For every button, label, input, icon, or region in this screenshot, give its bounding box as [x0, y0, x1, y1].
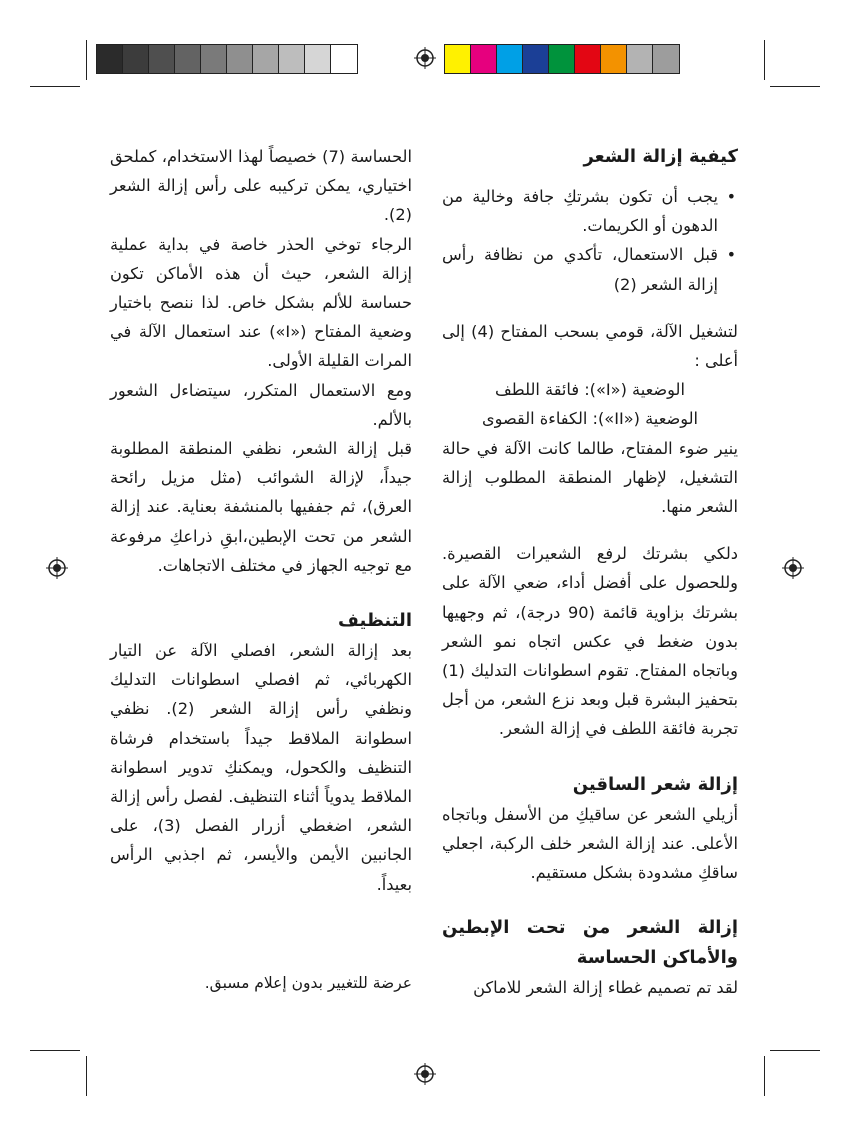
crop-mark-bottom-right: [770, 1050, 820, 1051]
color-swatch: [445, 45, 471, 73]
underarm-prep-paragraph: قبل إزالة الشعر، نظفي المنطقة المطلوبة جيداً، لإزالة الشوائب (مثل مزيل رائحة العرق)، ثم جففيها بالمنشفة بعناية. عند إزالة الشعر من تحت الإبطين،ابقِ ذراعكِ مرفوعة مع توجيه الجهاز في مختلف الاتجاهات.: [110, 439, 412, 575]
switch-light-paragraph: ينير ضوء المفتاح، طالما كانت الآلة في حالة التشغيل، لإظهار المنطقة المطلوب إزالة الشعر منها.: [442, 438, 738, 517]
right-column: [442, 142, 738, 1002]
section-title-underarm: إزالة الشعر من تحت الإبطين والأماكن الحساسة: [442, 917, 738, 969]
registration-mark-right-icon: [782, 557, 804, 579]
underarm-paragraph: لقد تم تصميم غطاء إزالة الشعر للاماكن: [473, 978, 738, 998]
registration-mark-top-icon: [414, 47, 436, 69]
color-swatch: [627, 45, 653, 73]
crop-mark-bottom-left-v: [86, 1056, 87, 1096]
color-swatch: [201, 45, 227, 73]
precaution-list: [442, 182, 738, 299]
section-title-cleaning: التنظيف: [338, 610, 412, 632]
caution-paragraph: الرجاء توخي الحذر خاصة في بداية عملية إزالة الشعر، حيث أن هذه الأماكن تكون حساسة للألم بشكل خاص. لذا ننصح باختيار وضعية المفتاح («I») عند استعمال الآلة في المرات القليلة الأولى.: [110, 234, 412, 371]
operate-paragraph: لتشغيل الآلة، قومي بسحب المفتاح (4) إلى أعلى :: [442, 321, 738, 371]
color-swatch: [97, 45, 123, 73]
color-swatch: [175, 45, 201, 73]
crop-mark-top-right: [770, 86, 820, 87]
cleaning-paragraph: بعد إزالة الشعر، افصلي الآلة عن التيار الكهربائي، ثم افصلي اسطوانات التدليك ونظفي رأس إزالة الشعر (2). نظفي اسطوانة الملاقط جيداً باستخدام فرشاة التنظيف والكحول، ويمكنكِ تدوير اسطوانة الملاقط يدوياً أثناء التنظيف. لفصل رأس إزالة الشعر، اضغطي أزرار الفصل (3)، على الجانبين الأيمن والأيسر، ثم اجذبي الرأس بعيداً.: [110, 641, 412, 894]
color-swatch: [653, 45, 679, 73]
sensitive-cap-paragraph: الحساسة (7) خصيصاً لهذا الاستخدام، كملحق اختياري، يمكن تركيبه على رأس إزالة الشعر (2).: [110, 147, 412, 225]
color-swatch: [331, 45, 357, 73]
crop-mark-bottom-right-v: [764, 1056, 765, 1096]
legs-paragraph: أزيلي الشعر عن ساقيكِ من الأسفل وباتجاه الأعلى. عند إزالة الشعر خلف الركبة، اجعلي ساقكِ مشدودة بشكل مستقيم.: [442, 804, 738, 883]
color-swatch: [279, 45, 305, 73]
list-item: • يجب أن تكون بشرتكِ جافة وخالية من الدهون أو الكريمات.: [442, 182, 738, 240]
section-title-legs: إزالة شعر الساقين: [572, 773, 738, 795]
color-swatch: [123, 45, 149, 73]
color-swatch: [305, 45, 331, 73]
crop-mark-bottom-left: [30, 1050, 80, 1051]
setting-two-line: الوضعية («II»): الكفاءة القصوى: [481, 409, 699, 429]
setting-one-line: الوضعية («I»): فائقة اللطف: [495, 380, 685, 400]
registration-mark-left-icon: [46, 557, 68, 579]
process-color-bar: [444, 44, 680, 74]
crop-mark-top-left-v: [86, 40, 87, 80]
color-swatch: [549, 45, 575, 73]
section-title-how-to-epilate: كيفية إزالة الشعر: [583, 146, 738, 167]
usage-paragraph: دلكي بشرتك لرفع الشعيرات القصيرة. وللحصول على أفضل أداء، ضعي الآلة على بشرتك بزاوية قائمة (90 درجة)، ثم وجهيها بدون ضغط في عكس اتجاه نمو الشعر وباتجاه المفتاح. تقوم اسطوانات التدليك (1) بتحفيز البشرة قبل وبعد نزع الشعر، من أجل تجربة فائقة اللطف في إزالة الشعر.: [442, 544, 738, 739]
color-swatch: [523, 45, 549, 73]
color-swatch: [575, 45, 601, 73]
left-column: [110, 142, 412, 899]
registration-mark-bottom-icon: [414, 1063, 436, 1085]
list-item: • قبل الاستعمال، تأكدي من نظافة رأس إزالة الشعر (2): [442, 240, 738, 298]
pain-paragraph: ومع الاستعمال المتكرر، سيتضاءل الشعور بالألم.: [110, 380, 412, 429]
color-swatch: [471, 45, 497, 73]
grayscale-color-bar: [96, 44, 358, 74]
color-swatch: [497, 45, 523, 73]
crop-mark-top-left: [30, 86, 80, 87]
color-swatch: [253, 45, 279, 73]
color-swatch: [227, 45, 253, 73]
crop-mark-top-right-v: [764, 40, 765, 80]
color-swatch: [149, 45, 175, 73]
color-swatch: [601, 45, 627, 73]
footer-note: عرضة للتغيير بدون إعلام مسبق.: [204, 974, 412, 992]
